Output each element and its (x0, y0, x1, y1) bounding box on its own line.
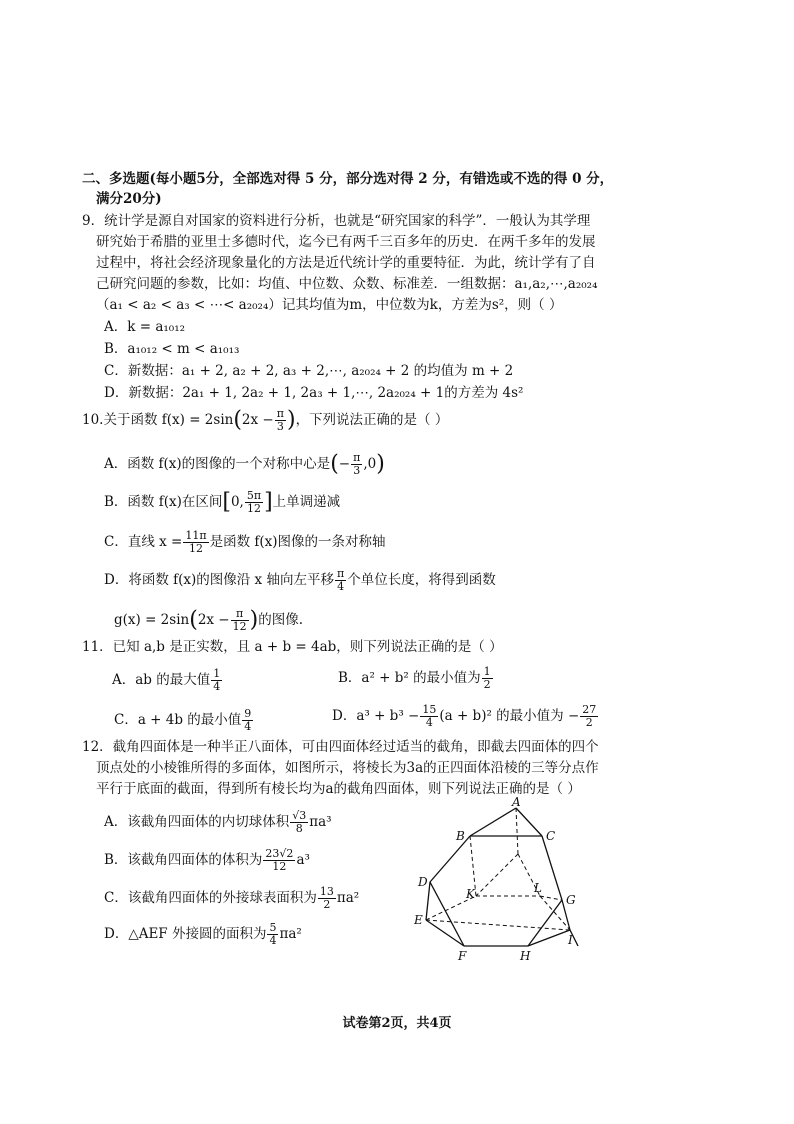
q10-option-b: B．函数 f(x)在区间[0, $\frac{5\pi}{12}$ ]上单调递减 (104, 489, 341, 515)
q10-option-a: A．函数 f(x)的图像的一个对称中心是(− $\frac{\pi}{3}$ ,0) (104, 451, 385, 477)
q9-option-b: B．a₁₀₁₂ < m < a₁₀₁₃ (104, 341, 240, 357)
label-c: C (546, 829, 556, 843)
q12-option-d: D．△AEF 外接圆的面积为 $\frac{5}{4}$ πa² (104, 921, 302, 947)
q11-option-a: A．ab 的最大值 $\frac{1}{4}$ (112, 667, 221, 693)
section-header-cont: 满分20分) (96, 191, 162, 207)
hidden-edge-k (476, 854, 518, 896)
q9-line-5: （a₁ < a₂ < a₃ < ⋯< a₂₀₂₄）记其均值为m，中位数为k，方差为s²，则（ ） (96, 297, 563, 313)
q10-option-d-cont: g(x) = 2sin(2x − $\frac{\pi}{12}$ )的图像. (114, 607, 304, 633)
label-g: G (566, 893, 576, 907)
q9-line-3: 过程中，将社会经济现象量化的方法是近代统计学的重要特征．为此，统计学有了自 (96, 255, 596, 271)
edge-cg (542, 836, 562, 900)
q9-line-1: 9．统计学是源自对国家的资料进行分析，也就是“研究国家的科学”．一般认为其学理 (82, 213, 591, 229)
q10-stem-pre: 10.关于函数 f(x) = 2sin (82, 412, 234, 428)
label-k: K (466, 887, 475, 901)
edge-ab (470, 808, 516, 836)
label-b: B (456, 829, 465, 843)
page-footer: 试卷第2页，共4页 (342, 1016, 452, 1031)
label-e: E (414, 913, 423, 927)
hidden-edge-ei (426, 920, 570, 930)
q10-option-c: C．直线 x = $\frac{11\pi}{12}$ 是函数 f(x)图像的一条对称轴 (104, 529, 386, 555)
q12-line-3: 平行于底面的截面，得到所有棱长均为a的截角四面体，则下列说法正确的是（ ） (96, 781, 581, 797)
q12-option-c: C．该截角四面体的外接球表面积为 $\frac{13}{2}$ πa² (104, 885, 360, 911)
q11-option-d: D．a³ + b³ − $\frac{15}{4}$ (a + b)² 的最小值为 − $\frac{27}{2}$ (332, 703, 597, 729)
q11-stem: 11．已知 a,b 是正实数，且 a + b = 4ab，则下列说法正确的是（ ） (82, 639, 503, 655)
q10-stem: 10.关于函数 f(x) = 2sin(2x − $\frac{\pi}{3}$ )，下列说法正确的是（ ） (82, 407, 449, 433)
edge-ef (426, 920, 464, 946)
label-i: I (568, 933, 573, 947)
q12-line-1: 12．截角四面体是一种半正八面体，可由四面体经过适当的截角，即截去四面体的四个 (82, 739, 599, 755)
section-header: 二、多选题(每小题5分，全部选对得 5 分，部分选对得 2 分，有错选或不选的得 0 分， (82, 171, 614, 187)
q10-frac-pi-3: $\frac{\pi}{3}$ (276, 407, 284, 433)
q9-option-d: D．新数据：2a₁ + 1, 2a₂ + 1, 2a₃ + 1,⋯, 2a₂₀₂₄ + 1的方差为 4s² (104, 385, 524, 401)
label-d: D (418, 875, 428, 889)
q9-option-c: C．新数据：a₁ + 2, a₂ + 2, a₃ + 2,⋯, a₂₀₂₄ + 2 的均值为 m + 2 (104, 363, 514, 379)
q12-option-a: A．该截角四面体的内切球体积 $\frac{√3}{8}$ πa³ (104, 809, 332, 835)
label-a: A (512, 796, 521, 809)
q10-stem-post: ，下列说法正确的是（ ） (295, 412, 449, 428)
q12-line-2: 顶点处的小棱锥所得的多面体，如图所示，将棱长为3a的正四面体沿棱的三等分点作 (96, 760, 599, 776)
q11-option-b: B．a² + b² 的最小值为 $\frac{1}{2}$ (338, 665, 491, 691)
q9-option-a: A．k = a₁₀₁₂ (104, 319, 186, 335)
q10-stem-inner: 2x − (241, 412, 274, 428)
edge-df (430, 882, 464, 946)
q11-option-c: C．a + 4b 的最小值 $\frac{9}{4}$ (114, 707, 252, 733)
label-h: H (520, 949, 531, 963)
label-l: L (534, 881, 542, 895)
q12-option-b: B．该截角四面体的体积为 $\frac{23√2}{12}$ a³ (104, 847, 310, 873)
q9-line-2: 研究始于希腊的亚里士多德时代，迄今已有两千三百多年的历史．在两千多年的发展 (96, 234, 596, 250)
hidden-edge-a (516, 808, 518, 854)
truncated-tetrahedron-figure (408, 796, 598, 966)
q10-option-d: D．将函数 f(x)的图像沿 x 轴向左平移 $\frac{\pi}{4}$ 个单位长度，将得到函数 (104, 567, 496, 593)
q9-line-4: 己研究问题的参数，比如：均值、中位数、众数、标准差．一组数据：a₁,a₂,⋯,a₂₀₂₄ (96, 276, 598, 292)
edge-ac (516, 808, 542, 836)
label-f: F (458, 949, 467, 963)
hidden-edge-lg (540, 896, 562, 900)
